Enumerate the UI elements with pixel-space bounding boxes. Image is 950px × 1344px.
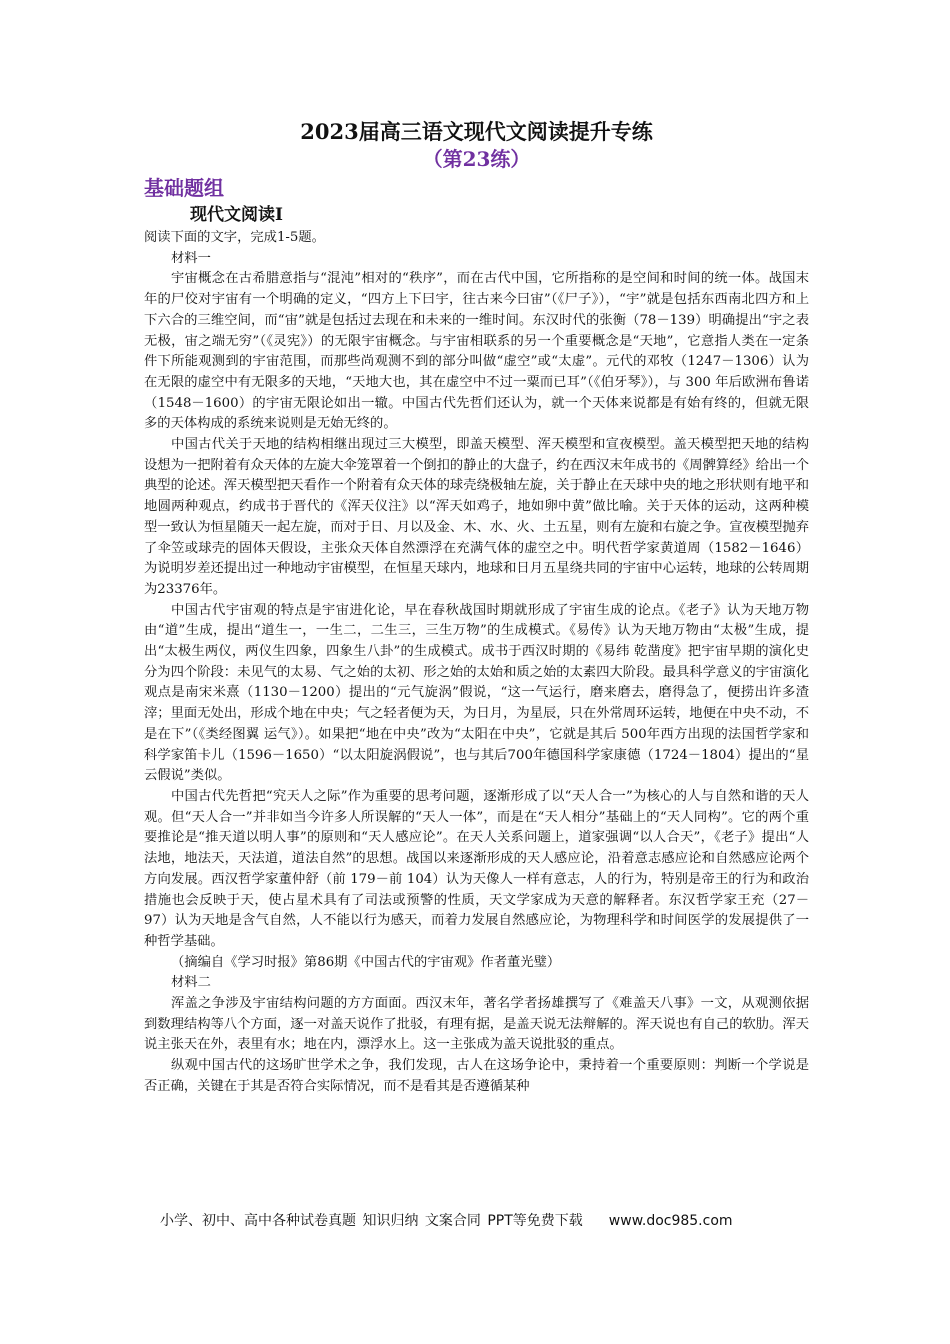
material-2-paragraph-2: 纵观中国古代的这场旷世学术之争，我们发现，古人在这场争论中，秉持着一个重要原则：判断一个学说是否正确，关键在于其是否符合实际情况，而不是看其是否遵循某种 [144, 1058, 809, 1094]
material-2-paragraph-1: 浑盖之争涉及宇宙结构问题的方方面面。西汉末年，著名学者扬雄撰写了《难盖天八事》一文，从观测依据到数理结构等八个方面，逐一对盖天说作了批驳，有理有据，是盖天说无法辩解的。浑天说也有自己的软肋。浑天说主张天在外，表里有水；地在内，漂浮水上。这一主张成为盖天说批驳的重点。 [144, 996, 809, 1053]
page-footer [160, 1211, 800, 1231]
material-1-label: 材料一 [171, 250, 211, 266]
group-heading: 基础题组 [144, 176, 224, 200]
footer-text: 小学、初中、高中各种试卷真题 知识归纳 文案合同 PPT等免费下载 [160, 1213, 583, 1229]
material-1-source: （摘编自《学习时报》第86期《中国古代的宇宙观》作者董光璧） [171, 954, 561, 970]
material-1-paragraph-1: 宇宙概念在古希腊意指与“混沌”相对的“秩序”，而在古代中国，它所指称的是空间和时间的统一体。战国末年的尸佼对宇宙有一个明确的定义，“四方上下曰宇，往古来今曰宙”（《尸子》），“宇”就是包括东西南北四方和上下六合的三维空间，而“宙”就是包括过去现在和未来的一维时间。东汉时代的张衡（78－139）明确提出“宇之表无极，宙之端无穷”（《灵宪》）的无限宇宙概念。与宇宙相联系的另一个重要概念是“天地”，它意指人类在一定条件下所能观测到的宇宙范围，而那些尚观测不到的部分叫做“虚空”或“太虚”。元代的邓牧（1247－1306）认为在无限的虚空中有无限多的天地，“天地大也，其在虚空中不过一粟而已耳”（《伯牙琴》），与 300 年后欧洲布鲁诺（1548－1600）的宇宙无限论如出一辙。中国古代先哲们还认为，就一个天体来说都是有始有终的，但就无限多的天体构成的系统来说则是无始无终的。 [144, 271, 809, 432]
document-title: 2023届高三语文现代文阅读提升专练 [300, 119, 653, 144]
document-subtitle: （第23练） [422, 147, 531, 171]
instruction-text: 阅读下面的文字，完成1-5题。 [144, 230, 325, 245]
footer-site-link[interactable]: www.doc985.com [608, 1213, 733, 1229]
material-1-paragraph-3: 中国古代宇宙观的特点是宇宙进化论，早在春秋战国时期就形成了宇宙生成的论点。《老子》认为天地万物由“道”生成，提出“道生一，一生二，二生三，三生万物”的生成模式。《易传》认为天地万物由“太极”生成，提出“太极生两仪，两仪生四象，四象生八卦”的生成模式。成书于西汉时期的《易纬 乾凿度》把宇宙早期的演化史分为四个阶段：未见气的太易、气之始的太初、形之始的太始和质之始的太素四大阶段。最具科学意义的宇宙演化观点是南宋米熹（1130－1200）提出的“元气旋涡”假说，“这一气运行，磨来磨去，磨得急了，便捞出许多渣滓；里面无处出，形成个地在中央；气之轻者便为天，为日月，为星辰，只在外常周环运转，地便在中央不动，不是在下”（《类经图翼 运气》）。如果把“地在中央”改为“太阳在中央”，它就是其后 500年西方出现的法国哲学家和科学家笛卡儿（1596－1650）“以太阳旋涡假说”，也与其后700年德国科学家康德（1724－1804）提出的“星云假说”类似。 [144, 602, 809, 784]
material-1-paragraph-2: 中国古代关于天地的结构相继出现过三大模型，即盖天模型、浑天模型和宣夜模型。盖天模型把天地的结构设想为一把附着有众天体的左旋大伞笼罩着一个倒扣的静止的大盘子，约在西汉末年成书的《周髀算经》给出一个典型的论述。浑天模型把天看作一个附着有众天体的球壳绕极轴左旋，关于静止在天球中央的地之形状则有地平和地圆两种观点，约成书于晋代的《浑天仪注》以“浑天如鸡子，地如卵中黄”做比喻。关于天体的运动，这两种模型一致认为恒星随天一起左旋，而对于日、月以及金、木、水、火、土五星，则有左旋和右旋之争。宣夜模型抛弃了伞笠或球壳的固体天假设，主张众天体自然漂浮在充满气体的虚空之中。明代哲学家黄道周（1582－1646）为说明岁差还提出过一种地动宇宙模型，在恒星天球内，地球和日月五星绕共同的宇宙中心运转，地球的公转周期为23376年。 [144, 437, 809, 597]
document-page [144, 118, 809, 1098]
material-1-paragraph-4: 中国古代先哲把“究天人之际”作为重要的思考问题，逐渐形成了以“天人合一”为核心的人与自然和谐的天人观。但“天人合一”并非如当今许多人所误解的“天人一体”，而是在“天人相分”基础上的“天人同构”。它的两个重要推论是“推天道以明人事”的原则和“天人感应论”。在天人关系问题上，道家强调“以人合天”，《老子》提出“人法地，地法天，天法道，道法自然”的思想。战国以来逐渐形成的天人感应论，沿着意志感应论和自然感应论两个方向发展。西汉哲学家董仲舒（前 179－前 104）认为天像人一样有意志，人的行为，特别是帝王的行为和政治措施也会反映于天，使占星术具有了司法或预警的性质，天文学家成为天意的解释者。东汉哲学家王充（27－97）认为天地是含气自然，人不能以行为感天，而着力发展自然感应论，为物理科学和时间医学的发展提供了一种哲学基础。 [144, 788, 809, 949]
section-heading: 现代文阅读Ⅰ [190, 205, 283, 225]
material-2-label: 材料二 [171, 975, 211, 991]
